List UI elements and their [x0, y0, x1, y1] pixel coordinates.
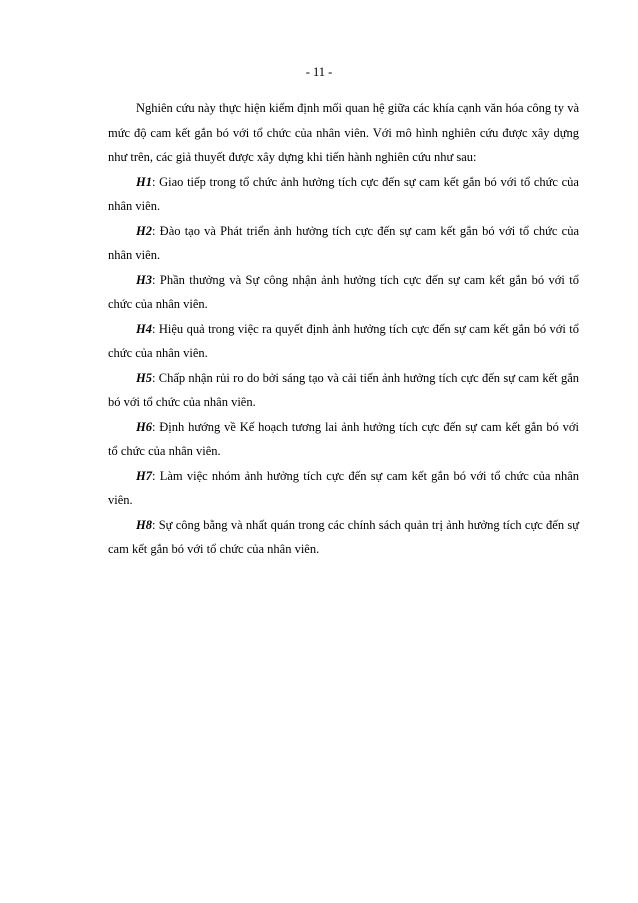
hypothesis-code: H5: [136, 370, 152, 385]
hypothesis-h3: [108, 268, 579, 317]
hypothesis-text: : Hiệu quả trong việc ra quyết định ảnh hưởng tích cực đến sự cam kết gắn bó với tổ chức của nhân viên.: [108, 321, 579, 360]
hypothesis-text: : Làm việc nhóm ảnh hưởng tích cực đến sự cam kết gắn bó với tổ chức của nhân viên.: [108, 468, 579, 507]
hypothesis-code: H4: [136, 321, 152, 336]
hypothesis-text: : Phần thưởng và Sự công nhận ảnh hưởng tích cực đến sự cam kết gắn bó với tổ chức của nhân viên.: [108, 272, 579, 311]
hypothesis-h4: [108, 317, 579, 366]
body-text: [108, 96, 579, 562]
hypothesis-text: : Chấp nhận rủi ro do bởi sáng tạo và cải tiến ảnh hưởng tích cực đến sự cam kết gắn bó với tổ chức của nhân viên.: [108, 370, 579, 409]
hypothesis-h6: [108, 415, 579, 464]
hypothesis-h1: [108, 170, 579, 219]
hypothesis-code: H8: [136, 517, 152, 532]
hypothesis-text: : Sự công bằng và nhất quán trong các chính sách quản trị ảnh hưởng tích cực đến sự cam kết gắn bó với tổ chức của nhân viên.: [108, 517, 579, 556]
intro-paragraph: Nghiên cứu này thực hiện kiểm định mối quan hệ giữa các khía cạnh văn hóa công ty và mức độ cam kết gắn bó với tổ chức của nhân viên. Với mô hình nghiên cứu được xây dựng như trên, các giả thuyết được xây dựng khi tiến hành nghiên cứu như sau:: [108, 101, 579, 164]
page-number: - 11 -: [305, 65, 333, 79]
hypothesis-text: : Định hướng về Kế hoạch tương lai ảnh hưởng tích cực đến sự cam kết gắn bó với tổ chức của nhân viên.: [108, 419, 579, 458]
hypothesis-code: H1: [136, 174, 152, 189]
hypothesis-h5: [108, 366, 579, 415]
hypothesis-text: : Giao tiếp trong tổ chức ảnh hưởng tích cực đến sự cam kết gắn bó với tổ chức của nhân viên.: [108, 174, 579, 213]
hypothesis-text: : Đào tạo và Phát triển ảnh hưởng tích cực đến sự cam kết gắn bó với tổ chức của nhân viên.: [108, 223, 579, 262]
hypothesis-code: H3: [136, 272, 152, 287]
hypothesis-code: H2: [136, 223, 152, 238]
hypothesis-h2: [108, 219, 579, 268]
hypothesis-h7: [108, 464, 579, 513]
hypothesis-h8: [108, 513, 579, 562]
hypothesis-code: H7: [136, 468, 152, 483]
hypothesis-code: H6: [136, 419, 152, 434]
